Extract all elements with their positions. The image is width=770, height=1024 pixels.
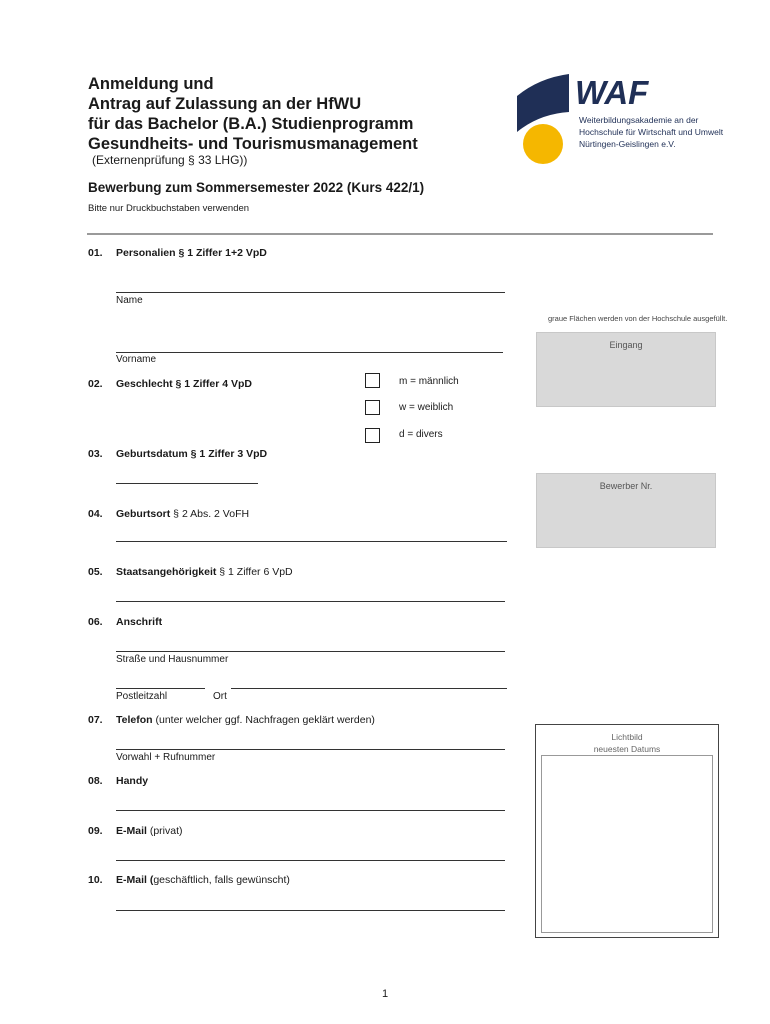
gender-w-checkbox[interactable] (365, 400, 380, 415)
strasse-input-line[interactable] (116, 651, 505, 652)
section-10-label-bold: E-Mail ( (116, 874, 154, 886)
plz-caption: Postleitzahl (116, 691, 168, 702)
photo-label-2: neuesten Datums (593, 744, 661, 754)
header-divider (87, 233, 713, 235)
gender-m-checkbox[interactable] (365, 373, 380, 388)
section-10-number: 10. (88, 874, 103, 886)
staatsangehoerigkeit-input-line[interactable] (116, 601, 505, 602)
section-04-label (116, 508, 249, 520)
gender-w-label: w = weiblich (399, 402, 454, 413)
handy-input-line[interactable] (116, 810, 505, 811)
plz-input-line[interactable] (116, 688, 205, 689)
logo-line-2: Hochschule für Wirtschaft und Umwelt (579, 127, 724, 137)
section-03-number: 03. (88, 448, 103, 460)
section-09-label-rest: (privat) (146, 825, 183, 837)
bewerber-nr-label: Bewerber Nr. (599, 481, 653, 491)
section-09-label-bold: E-Mail (116, 825, 147, 837)
email-geschaeftlich-input-line[interactable] (116, 910, 505, 911)
ort-caption: Ort (213, 691, 227, 702)
eingang-label: Eingang (609, 340, 643, 350)
print-hint: Bitte nur Druckbuchstaben verwenden (88, 203, 250, 214)
bewerber-nr-box (536, 473, 716, 548)
section-05-label-bold: Staatsangehörigkeit (116, 566, 217, 578)
grey-areas-note: graue Flächen werden von der Hochschule ausgefüllt. (548, 314, 728, 323)
name-input-line[interactable] (116, 292, 505, 293)
telefon-caption: Vorwahl + Rufnummer (116, 752, 216, 763)
geburtsdatum-input-line[interactable] (116, 483, 258, 484)
section-07-label-rest: (unter welcher ggf. Nachfragen geklärt werden) (152, 714, 375, 726)
strasse-caption: Straße und Hausnummer (116, 654, 229, 665)
section-04-label-bold: Geburtsort (116, 508, 171, 520)
vorname-input-line[interactable] (116, 352, 503, 353)
section-06-number: 06. (88, 616, 103, 628)
logo-line-3: Nürtingen-Geislingen e.V. (579, 139, 676, 149)
section-08-label: Handy (116, 775, 149, 787)
title-line-1: Anmeldung und (88, 75, 214, 93)
telefon-input-line[interactable] (116, 749, 505, 750)
section-02-number: 02. (88, 378, 103, 390)
logo-line-1: Weiterbildungsakademie an der (579, 115, 699, 125)
semester-heading: Bewerbung zum Sommersemester 2022 (Kurs 422/1) (88, 180, 425, 195)
section-08-number: 08. (88, 775, 103, 787)
section-05-label-rest: § 1 Ziffer 6 VpD (216, 566, 293, 578)
eingang-box (536, 332, 716, 407)
email-privat-input-line[interactable] (116, 860, 505, 861)
title-line-4: Gesundheits- und Tourismusmanagement (88, 135, 418, 153)
gender-d-label: d = divers (399, 429, 443, 440)
section-02-label: Geschlecht § 1 Ziffer 4 VpD (116, 378, 252, 390)
section-09-label (116, 825, 183, 837)
title-line-3: für das Bachelor (B.A.) Studienprogramm (88, 115, 414, 133)
waf-logo-text (579, 114, 723, 150)
section-10-label (116, 874, 290, 886)
photo-area (541, 755, 713, 933)
form-title (88, 74, 418, 154)
ort-input-line[interactable] (231, 688, 507, 689)
section-04-number: 04. (88, 508, 103, 520)
page-number: 1 (381, 988, 389, 1000)
photo-label-1: Lichtbild (611, 732, 643, 742)
title-line-2: Antrag auf Zulassung an der HfWU (88, 95, 362, 113)
section-01-label: Personalien § 1 Ziffer 1+2 VpD (116, 247, 267, 259)
gender-d-checkbox[interactable] (365, 428, 380, 443)
name-caption: Name (116, 295, 143, 306)
section-07-number: 07. (88, 714, 103, 726)
section-10-label-rest: geschäftlich, falls gewünscht) (153, 874, 290, 886)
section-07-label (116, 714, 375, 726)
gender-m-label: m = männlich (399, 376, 459, 387)
section-05-number: 05. (88, 566, 103, 578)
geburtsort-input-line[interactable] (116, 541, 507, 542)
form-subtitle: (Externenprüfung § 33 LHG)) (92, 153, 248, 167)
section-01-number: 01. (88, 247, 103, 259)
photo-box (535, 724, 719, 938)
section-04-label-rest: § 2 Abs. 2 VoFH (170, 508, 250, 520)
waf-wordmark: WAF (575, 74, 649, 111)
section-06-label: Anschrift (116, 616, 163, 628)
section-05-label (116, 566, 293, 578)
section-03-label: Geburtsdatum § 1 Ziffer 3 VpD (116, 448, 268, 460)
section-09-number: 09. (88, 825, 103, 837)
section-07-label-bold: Telefon (116, 714, 153, 726)
vorname-caption: Vorname (116, 354, 157, 365)
